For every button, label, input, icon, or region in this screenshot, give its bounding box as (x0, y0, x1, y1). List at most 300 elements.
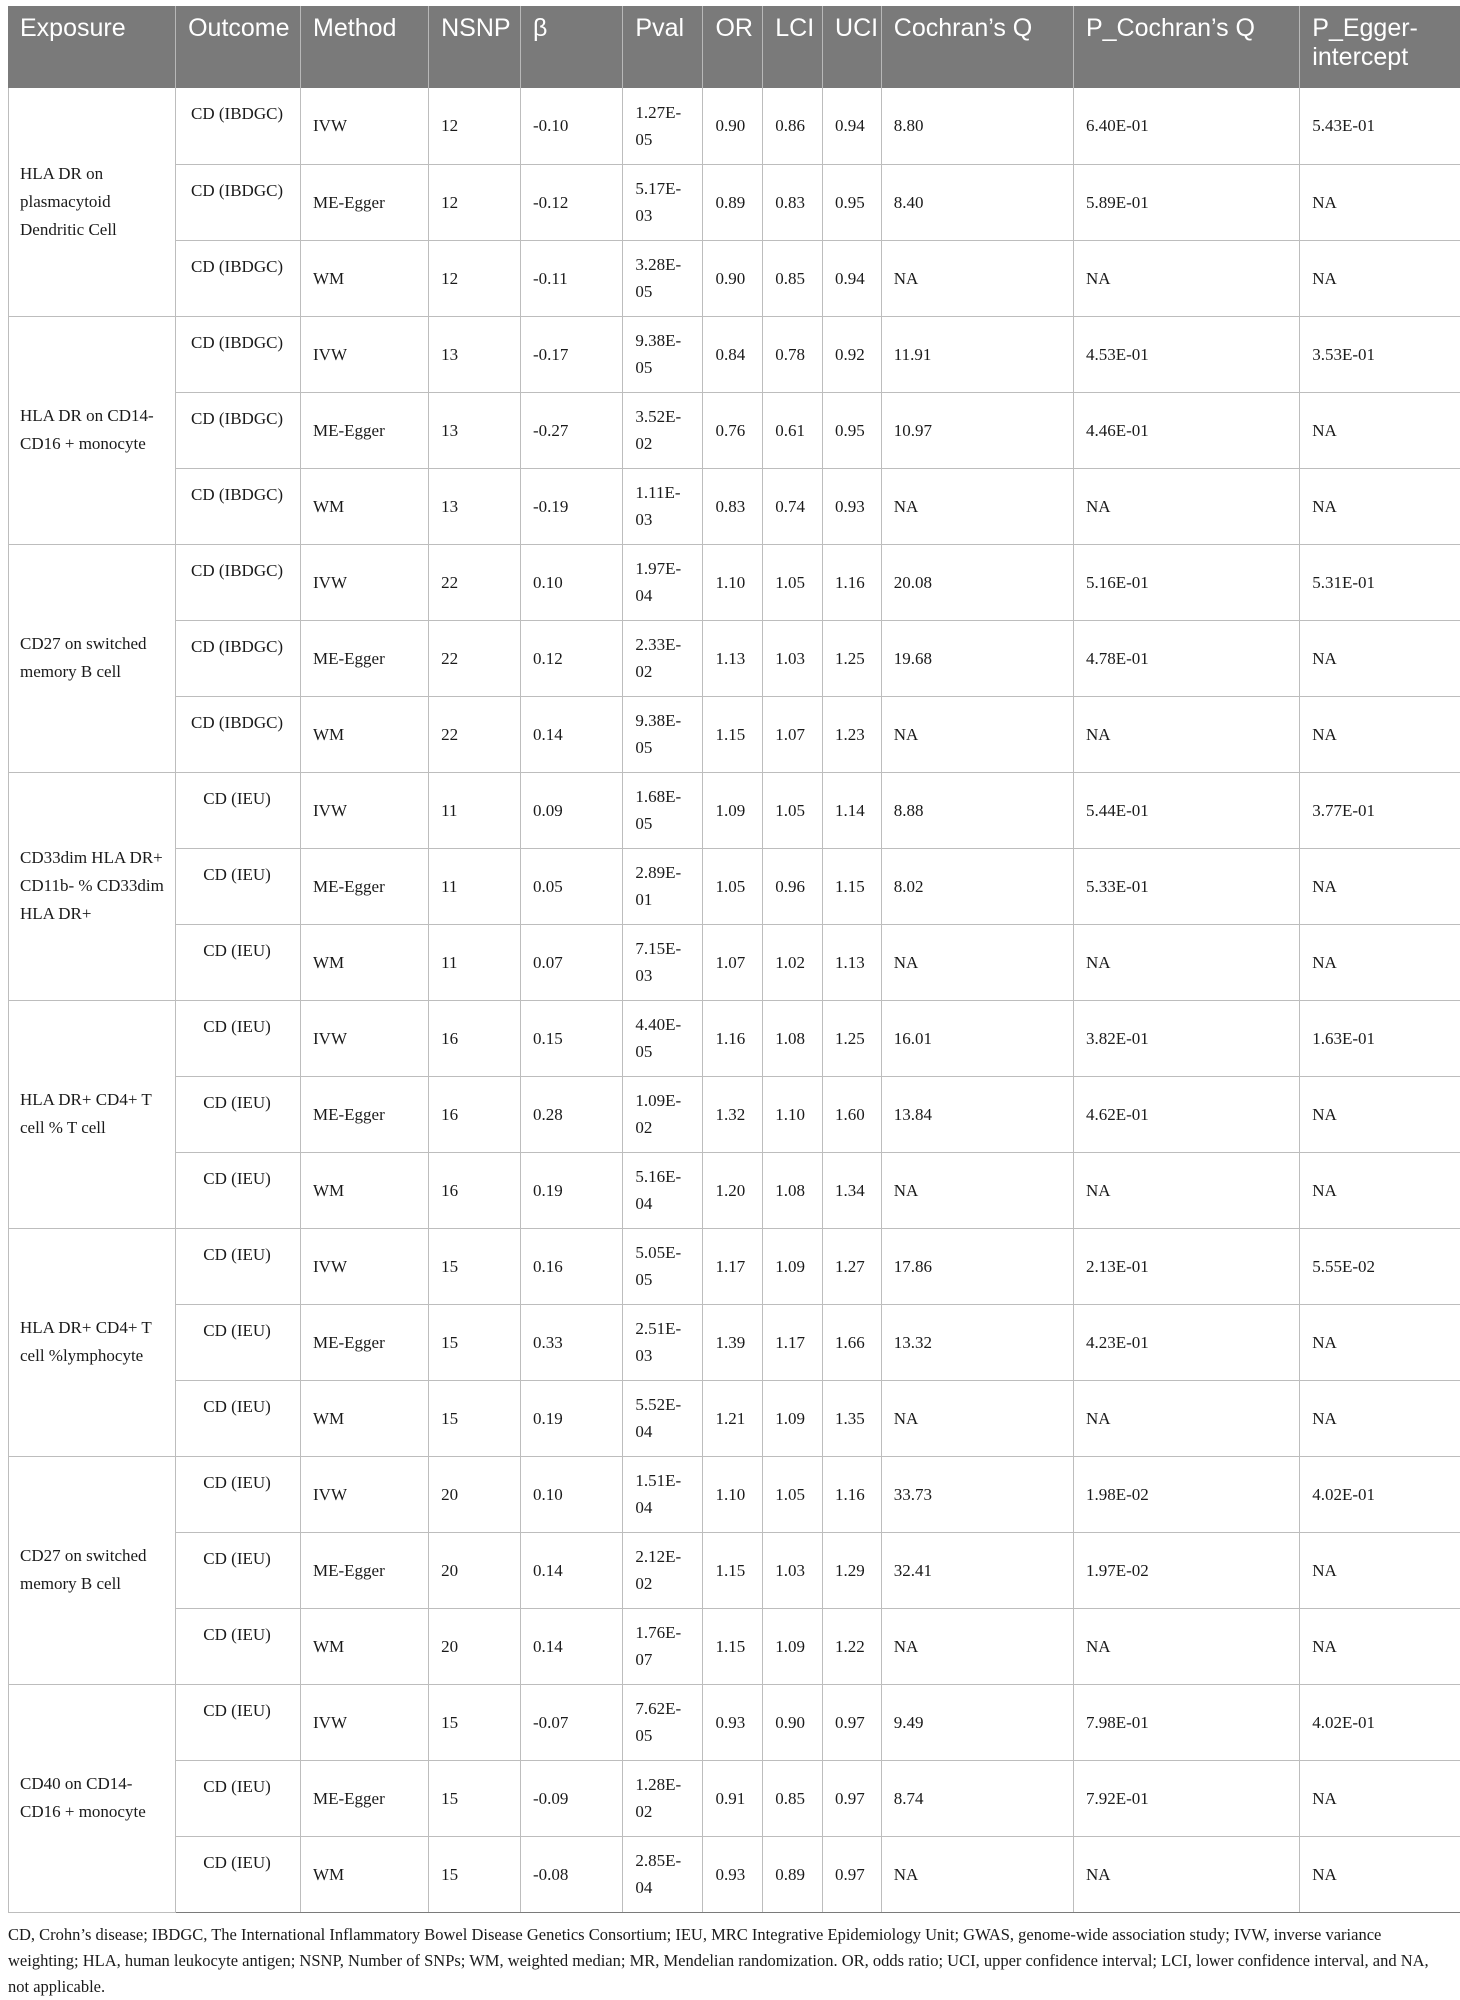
p-egger-intercept-cell: NA (1300, 1532, 1460, 1608)
header-cell: P_Egger-intercept (1300, 6, 1460, 88)
uci-cell: 1.27 (823, 1228, 882, 1304)
cochran-q-cell: 10.97 (881, 392, 1073, 468)
pval-cell: 9.38E-05 (623, 316, 703, 392)
or-cell: 1.21 (703, 1380, 763, 1456)
nsnp-cell: 11 (429, 772, 521, 848)
table-row (8, 1836, 1460, 1912)
p-egger-intercept-cell: 5.55E-02 (1300, 1228, 1460, 1304)
beta-cell: -0.17 (520, 316, 622, 392)
table-row (8, 1760, 1460, 1836)
uci-cell: 1.60 (823, 1076, 882, 1152)
p-egger-intercept-cell: 4.02E-01 (1300, 1684, 1460, 1760)
table-row (8, 1000, 1460, 1076)
or-cell: 0.76 (703, 392, 763, 468)
nsnp-cell: 12 (429, 240, 521, 316)
method-cell: ME-Egger (301, 848, 429, 924)
pval-cell: 2.85E-04 (623, 1836, 703, 1912)
beta-cell: 0.07 (520, 924, 622, 1000)
table-row (8, 696, 1460, 772)
cochran-q-cell: 32.41 (881, 1532, 1073, 1608)
header-cell: Exposure (8, 6, 176, 88)
nsnp-cell: 13 (429, 392, 521, 468)
table-row (8, 1532, 1460, 1608)
method-cell: WM (301, 468, 429, 544)
pval-cell: 5.17E-03 (623, 164, 703, 240)
beta-cell: 0.10 (520, 544, 622, 620)
outcome-cell: CD (IEU) (176, 1456, 301, 1532)
beta-cell: 0.15 (520, 1000, 622, 1076)
header-cell: Pval (623, 6, 703, 88)
p-cochran-q-cell: 4.23E-01 (1073, 1304, 1299, 1380)
p-egger-intercept-cell: 4.02E-01 (1300, 1456, 1460, 1532)
uci-cell: 0.95 (823, 392, 882, 468)
outcome-cell: CD (IEU) (176, 1304, 301, 1380)
p-egger-intercept-cell: NA (1300, 468, 1460, 544)
p-cochran-q-cell: 7.98E-01 (1073, 1684, 1299, 1760)
uci-cell: 0.93 (823, 468, 882, 544)
uci-cell: 1.25 (823, 620, 882, 696)
pval-cell: 2.12E-02 (623, 1532, 703, 1608)
pval-cell: 1.28E-02 (623, 1760, 703, 1836)
beta-cell: 0.14 (520, 1532, 622, 1608)
or-cell: 1.09 (703, 772, 763, 848)
p-egger-intercept-cell: NA (1300, 1608, 1460, 1684)
p-cochran-q-cell: 5.16E-01 (1073, 544, 1299, 620)
header-cell: Outcome (176, 6, 301, 88)
outcome-cell: CD (IBDGC) (176, 696, 301, 772)
header-cell: UCI (823, 6, 882, 88)
nsnp-cell: 15 (429, 1228, 521, 1304)
beta-cell: 0.14 (520, 696, 622, 772)
cochran-q-cell: NA (881, 696, 1073, 772)
or-cell: 1.39 (703, 1304, 763, 1380)
nsnp-cell: 16 (429, 1000, 521, 1076)
cochran-q-cell: 8.88 (881, 772, 1073, 848)
header-cell: β (520, 6, 622, 88)
lci-cell: 1.02 (763, 924, 823, 1000)
method-cell: WM (301, 696, 429, 772)
lci-cell: 1.09 (763, 1608, 823, 1684)
lci-cell: 0.86 (763, 88, 823, 164)
outcome-cell: CD (IBDGC) (176, 316, 301, 392)
lci-cell: 0.90 (763, 1684, 823, 1760)
method-cell: ME-Egger (301, 392, 429, 468)
outcome-cell: CD (IEU) (176, 1760, 301, 1836)
outcome-cell: CD (IBDGC) (176, 164, 301, 240)
p-cochran-q-cell: NA (1073, 1152, 1299, 1228)
p-egger-intercept-cell: NA (1300, 696, 1460, 772)
nsnp-cell: 13 (429, 316, 521, 392)
beta-cell: 0.05 (520, 848, 622, 924)
p-cochran-q-cell: NA (1073, 924, 1299, 1000)
nsnp-cell: 15 (429, 1380, 521, 1456)
p-cochran-q-cell: 4.53E-01 (1073, 316, 1299, 392)
lci-cell: 0.74 (763, 468, 823, 544)
outcome-cell: CD (IBDGC) (176, 88, 301, 164)
p-cochran-q-cell: 5.44E-01 (1073, 772, 1299, 848)
table-left-border (8, 88, 9, 1913)
lci-cell: 0.89 (763, 1836, 823, 1912)
cochran-q-cell: 8.02 (881, 848, 1073, 924)
cochran-q-cell: NA (881, 1380, 1073, 1456)
header-cell: OR (703, 6, 763, 88)
p-egger-intercept-cell: NA (1300, 1152, 1460, 1228)
table-row (8, 1456, 1460, 1532)
p-egger-intercept-cell: 5.31E-01 (1300, 544, 1460, 620)
method-cell: ME-Egger (301, 620, 429, 696)
pval-cell: 4.40E-05 (623, 1000, 703, 1076)
or-cell: 1.07 (703, 924, 763, 1000)
or-cell: 1.10 (703, 1456, 763, 1532)
p-egger-intercept-cell: NA (1300, 924, 1460, 1000)
p-egger-intercept-cell: NA (1300, 620, 1460, 696)
method-cell: ME-Egger (301, 164, 429, 240)
pval-cell: 1.68E-05 (623, 772, 703, 848)
nsnp-cell: 11 (429, 924, 521, 1000)
p-cochran-q-cell: 4.46E-01 (1073, 392, 1299, 468)
or-cell: 0.90 (703, 88, 763, 164)
uci-cell: 1.25 (823, 1000, 882, 1076)
p-cochran-q-cell: NA (1073, 468, 1299, 544)
pval-cell: 2.89E-01 (623, 848, 703, 924)
pval-cell: 3.52E-02 (623, 392, 703, 468)
or-cell: 1.15 (703, 1608, 763, 1684)
cochran-q-cell: 9.49 (881, 1684, 1073, 1760)
or-cell: 0.89 (703, 164, 763, 240)
beta-cell: 0.33 (520, 1304, 622, 1380)
method-cell: WM (301, 1380, 429, 1456)
p-egger-intercept-cell: NA (1300, 240, 1460, 316)
table-row (8, 240, 1460, 316)
p-cochran-q-cell: NA (1073, 240, 1299, 316)
table-row (8, 316, 1460, 392)
cochran-q-cell: NA (881, 1152, 1073, 1228)
beta-cell: -0.08 (520, 1836, 622, 1912)
header-cell: LCI (763, 6, 823, 88)
p-cochran-q-cell: 4.62E-01 (1073, 1076, 1299, 1152)
beta-cell: -0.07 (520, 1684, 622, 1760)
uci-cell: 1.15 (823, 848, 882, 924)
lci-cell: 1.07 (763, 696, 823, 772)
beta-cell: 0.10 (520, 1456, 622, 1532)
pval-cell: 1.51E-04 (623, 1456, 703, 1532)
or-cell: 1.15 (703, 1532, 763, 1608)
method-cell: IVW (301, 1000, 429, 1076)
or-cell: 1.20 (703, 1152, 763, 1228)
table-row (8, 772, 1460, 848)
p-egger-intercept-cell: NA (1300, 1380, 1460, 1456)
pval-cell: 7.62E-05 (623, 1684, 703, 1760)
p-cochran-q-cell: 1.98E-02 (1073, 1456, 1299, 1532)
pval-cell: 3.28E-05 (623, 240, 703, 316)
lci-cell: 1.05 (763, 544, 823, 620)
outcome-cell: CD (IEU) (176, 1608, 301, 1684)
method-cell: ME-Egger (301, 1076, 429, 1152)
method-cell: WM (301, 1152, 429, 1228)
or-cell: 0.84 (703, 316, 763, 392)
outcome-cell: CD (IEU) (176, 1000, 301, 1076)
exposure-cell: CD33dim HLA DR+ CD11b- % CD33dim HLA DR+ (8, 772, 176, 1000)
table-row (8, 164, 1460, 240)
lci-cell: 1.05 (763, 1456, 823, 1532)
exposure-cell: CD27 on switched memory B cell (8, 1456, 176, 1684)
or-cell: 1.16 (703, 1000, 763, 1076)
uci-cell: 0.94 (823, 88, 882, 164)
exposure-cell: HLA DR+ CD4+ T cell % T cell (8, 1000, 176, 1228)
nsnp-cell: 16 (429, 1152, 521, 1228)
pval-cell: 2.33E-02 (623, 620, 703, 696)
p-egger-intercept-cell: NA (1300, 392, 1460, 468)
p-cochran-q-cell: 7.92E-01 (1073, 1760, 1299, 1836)
exposure-cell: HLA DR on CD14- CD16 + monocyte (8, 316, 176, 544)
table-row (8, 1152, 1460, 1228)
lci-cell: 1.05 (763, 772, 823, 848)
method-cell: IVW (301, 1228, 429, 1304)
header-cell: Cochran’s Q (881, 6, 1073, 88)
nsnp-cell: 13 (429, 468, 521, 544)
or-cell: 1.32 (703, 1076, 763, 1152)
table-footnote: CD, Crohn’s disease; IBDGC, The International Inflammatory Bowel Disease Genetics Consortium; IEU, MRC Integrative Epidemiology Unit; GWAS, genome-wide association study; IVW, inverse variance weighting; HLA, human leukocyte antigen; NSNP, Number of SNPs; WM, weighted median; MR, Mendelian randomization. OR, odds ratio; UCI, upper confidence interval; LCI, lower confidence interval, and NA, not applicable. (8, 1925, 1429, 1996)
method-cell: IVW (301, 544, 429, 620)
method-cell: WM (301, 924, 429, 1000)
lci-cell: 0.85 (763, 240, 823, 316)
uci-cell: 0.94 (823, 240, 882, 316)
cochran-q-cell: 19.68 (881, 620, 1073, 696)
cochran-q-cell: NA (881, 1608, 1073, 1684)
p-cochran-q-cell: 4.78E-01 (1073, 620, 1299, 696)
p-cochran-q-cell: 5.89E-01 (1073, 164, 1299, 240)
exposure-cell: CD40 on CD14- CD16 + monocyte (8, 1684, 176, 1912)
p-cochran-q-cell: NA (1073, 1836, 1299, 1912)
p-egger-intercept-cell: 5.43E-01 (1300, 88, 1460, 164)
lci-cell: 1.17 (763, 1304, 823, 1380)
table-row (8, 1228, 1460, 1304)
beta-cell: -0.27 (520, 392, 622, 468)
cochran-q-cell: 20.08 (881, 544, 1073, 620)
pval-cell: 1.11E-03 (623, 468, 703, 544)
outcome-cell: CD (IEU) (176, 1532, 301, 1608)
p-egger-intercept-cell: NA (1300, 1760, 1460, 1836)
p-egger-intercept-cell: 3.77E-01 (1300, 772, 1460, 848)
cochran-q-cell: NA (881, 468, 1073, 544)
p-egger-intercept-cell: NA (1300, 1304, 1460, 1380)
beta-cell: -0.19 (520, 468, 622, 544)
lci-cell: 1.03 (763, 620, 823, 696)
lci-cell: 0.78 (763, 316, 823, 392)
beta-cell: 0.19 (520, 1380, 622, 1456)
beta-cell: -0.11 (520, 240, 622, 316)
outcome-cell: CD (IEU) (176, 1228, 301, 1304)
p-cochran-q-cell: 1.97E-02 (1073, 1532, 1299, 1608)
uci-cell: 1.22 (823, 1608, 882, 1684)
outcome-cell: CD (IEU) (176, 1152, 301, 1228)
beta-cell: 0.28 (520, 1076, 622, 1152)
lci-cell: 0.61 (763, 392, 823, 468)
outcome-cell: CD (IEU) (176, 772, 301, 848)
p-cochran-q-cell: 6.40E-01 (1073, 88, 1299, 164)
pval-cell: 1.27E-05 (623, 88, 703, 164)
method-cell: ME-Egger (301, 1304, 429, 1380)
uci-cell: 0.97 (823, 1684, 882, 1760)
method-cell: IVW (301, 1456, 429, 1532)
table-body (8, 88, 1460, 1912)
lci-cell: 1.08 (763, 1000, 823, 1076)
method-cell: IVW (301, 316, 429, 392)
lci-cell: 1.10 (763, 1076, 823, 1152)
pval-cell: 2.51E-03 (623, 1304, 703, 1380)
outcome-cell: CD (IEU) (176, 1836, 301, 1912)
nsnp-cell: 15 (429, 1304, 521, 1380)
cochran-q-cell: 8.74 (881, 1760, 1073, 1836)
pval-cell: 5.16E-04 (623, 1152, 703, 1228)
p-cochran-q-cell: NA (1073, 1380, 1299, 1456)
uci-cell: 0.95 (823, 164, 882, 240)
outcome-cell: CD (IBDGC) (176, 544, 301, 620)
p-egger-intercept-cell: NA (1300, 164, 1460, 240)
nsnp-cell: 20 (429, 1532, 521, 1608)
or-cell: 1.10 (703, 544, 763, 620)
uci-cell: 1.29 (823, 1532, 882, 1608)
table-row (8, 392, 1460, 468)
uci-cell: 0.92 (823, 316, 882, 392)
table-row (8, 1380, 1460, 1456)
pval-cell: 1.76E-07 (623, 1608, 703, 1684)
beta-cell: -0.10 (520, 88, 622, 164)
nsnp-cell: 12 (429, 88, 521, 164)
nsnp-cell: 12 (429, 164, 521, 240)
nsnp-cell: 22 (429, 696, 521, 772)
outcome-cell: CD (IEU) (176, 1684, 301, 1760)
header-cell: Method (301, 6, 429, 88)
or-cell: 1.05 (703, 848, 763, 924)
lci-cell: 1.08 (763, 1152, 823, 1228)
p-egger-intercept-cell: NA (1300, 848, 1460, 924)
beta-cell: -0.12 (520, 164, 622, 240)
results-table-container (8, 6, 1460, 1913)
lci-cell: 1.09 (763, 1380, 823, 1456)
table-row (8, 848, 1460, 924)
nsnp-cell: 22 (429, 620, 521, 696)
pval-cell: 7.15E-03 (623, 924, 703, 1000)
or-cell: 1.15 (703, 696, 763, 772)
pval-cell: 1.97E-04 (623, 544, 703, 620)
uci-cell: 0.97 (823, 1760, 882, 1836)
nsnp-cell: 11 (429, 848, 521, 924)
beta-cell: 0.14 (520, 1608, 622, 1684)
cochran-q-cell: 33.73 (881, 1456, 1073, 1532)
pval-cell: 9.38E-05 (623, 696, 703, 772)
outcome-cell: CD (IBDGC) (176, 468, 301, 544)
uci-cell: 1.66 (823, 1304, 882, 1380)
p-cochran-q-cell: 5.33E-01 (1073, 848, 1299, 924)
table-row (8, 1304, 1460, 1380)
beta-cell: -0.09 (520, 1760, 622, 1836)
method-cell: IVW (301, 1684, 429, 1760)
lci-cell: 0.83 (763, 164, 823, 240)
nsnp-cell: 20 (429, 1456, 521, 1532)
method-cell: WM (301, 240, 429, 316)
cochran-q-cell: 11.91 (881, 316, 1073, 392)
or-cell: 1.13 (703, 620, 763, 696)
nsnp-cell: 20 (429, 1608, 521, 1684)
table-row (8, 1076, 1460, 1152)
lci-cell: 1.03 (763, 1532, 823, 1608)
p-egger-intercept-cell: 3.53E-01 (1300, 316, 1460, 392)
exposure-cell: HLA DR+ CD4+ T cell %lymphocyte (8, 1228, 176, 1456)
uci-cell: 0.97 (823, 1836, 882, 1912)
cochran-q-cell: NA (881, 924, 1073, 1000)
p-cochran-q-cell: 2.13E-01 (1073, 1228, 1299, 1304)
cochran-q-cell: 16.01 (881, 1000, 1073, 1076)
outcome-cell: CD (IBDGC) (176, 240, 301, 316)
p-cochran-q-cell: 3.82E-01 (1073, 1000, 1299, 1076)
lci-cell: 0.85 (763, 1760, 823, 1836)
uci-cell: 1.16 (823, 1456, 882, 1532)
cochran-q-cell: NA (881, 240, 1073, 316)
or-cell: 0.93 (703, 1684, 763, 1760)
method-cell: ME-Egger (301, 1760, 429, 1836)
uci-cell: 1.13 (823, 924, 882, 1000)
exposure-cell: HLA DR on plasmacytoid Dendritic Cell (8, 88, 176, 316)
uci-cell: 1.34 (823, 1152, 882, 1228)
p-cochran-q-cell: NA (1073, 696, 1299, 772)
table-row (8, 1608, 1460, 1684)
uci-cell: 1.35 (823, 1380, 882, 1456)
outcome-cell: CD (IBDGC) (176, 392, 301, 468)
table-row (8, 620, 1460, 696)
beta-cell: 0.09 (520, 772, 622, 848)
nsnp-cell: 22 (429, 544, 521, 620)
cochran-q-cell: 8.80 (881, 88, 1073, 164)
outcome-cell: CD (IEU) (176, 1076, 301, 1152)
nsnp-cell: 16 (429, 1076, 521, 1152)
mr-results-table (8, 6, 1460, 1913)
pval-cell: 1.09E-02 (623, 1076, 703, 1152)
or-cell: 0.90 (703, 240, 763, 316)
p-egger-intercept-cell: 1.63E-01 (1300, 1000, 1460, 1076)
p-egger-intercept-cell: NA (1300, 1076, 1460, 1152)
lci-cell: 1.09 (763, 1228, 823, 1304)
method-cell: IVW (301, 772, 429, 848)
nsnp-cell: 15 (429, 1760, 521, 1836)
method-cell: WM (301, 1836, 429, 1912)
or-cell: 0.91 (703, 1760, 763, 1836)
p-egger-intercept-cell: NA (1300, 1836, 1460, 1912)
pval-cell: 5.05E-05 (623, 1228, 703, 1304)
table-row (8, 1684, 1460, 1760)
table-row (8, 924, 1460, 1000)
beta-cell: 0.16 (520, 1228, 622, 1304)
outcome-cell: CD (IEU) (176, 848, 301, 924)
method-cell: WM (301, 1608, 429, 1684)
or-cell: 0.93 (703, 1836, 763, 1912)
cochran-q-cell: 17.86 (881, 1228, 1073, 1304)
beta-cell: 0.12 (520, 620, 622, 696)
cochran-q-cell: NA (881, 1836, 1073, 1912)
exposure-cell: CD27 on switched memory B cell (8, 544, 176, 772)
cochran-q-cell: 8.40 (881, 164, 1073, 240)
outcome-cell: CD (IEU) (176, 924, 301, 1000)
uci-cell: 1.14 (823, 772, 882, 848)
uci-cell: 1.16 (823, 544, 882, 620)
nsnp-cell: 15 (429, 1836, 521, 1912)
header-row (8, 6, 1460, 88)
table-row (8, 468, 1460, 544)
cochran-q-cell: 13.84 (881, 1076, 1073, 1152)
uci-cell: 1.23 (823, 696, 882, 772)
or-cell: 0.83 (703, 468, 763, 544)
p-cochran-q-cell: NA (1073, 1608, 1299, 1684)
